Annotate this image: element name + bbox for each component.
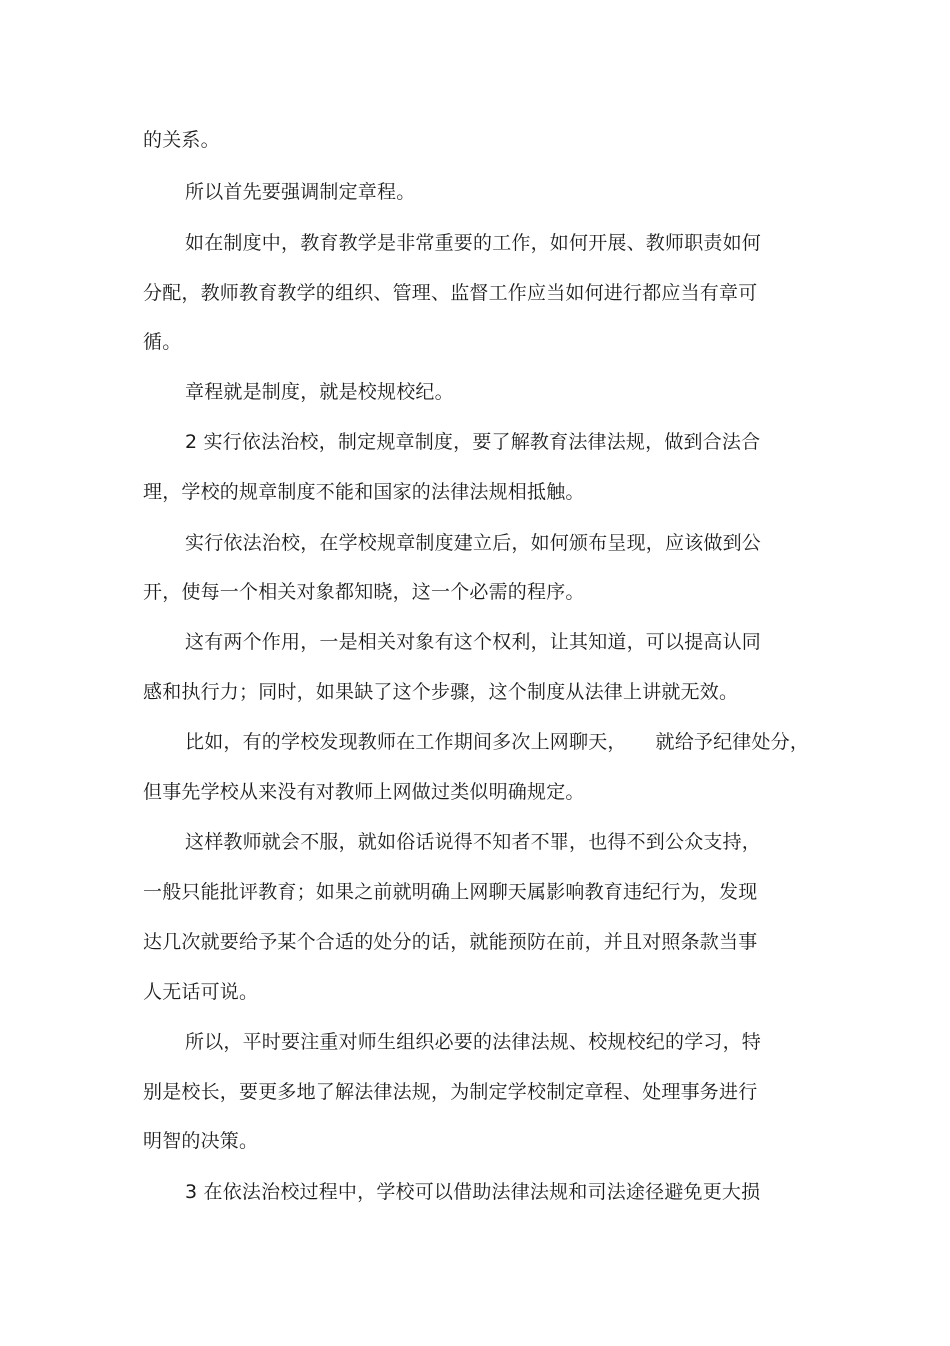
paragraph-line: 如在制度中，教育教学是非常重要的工作，如何开展、教师职责如何 <box>185 232 762 254</box>
text-line: 开，使每一个相关对象都知晓，这一个必需的程序。 <box>143 581 585 603</box>
text-line: 人无话可说。 <box>143 981 259 1003</box>
paragraph-line: 这样教师就会不服，就如俗话说得不知者不罪，也得不到公众支持， <box>185 831 762 853</box>
text-line: 达几次就要给予某个合适的处分的话，就能预防在前，并且对照条款当事 <box>143 931 758 953</box>
paragraph-line: 3 在依法治校过程中，学校可以借助法律法规和司法途径避免更大损 <box>185 1181 761 1203</box>
text-line: 一般只能批评教育；如果之前就明确上网聊天属影响教育违纪行为，发现 <box>143 881 758 903</box>
text-line: 理，学校的规章制度不能和国家的法律法规相抵触。 <box>143 481 585 503</box>
paragraph-line: 章程就是制度，就是校规校纪。 <box>185 381 454 403</box>
text-line: 循。 <box>143 331 182 353</box>
text-line: 别是校长，要更多地了解法律法规，为制定学校制定章程、处理事务进行 <box>143 1081 758 1103</box>
paragraph-line: 所以，平时要注重对师生组织必要的法律法规、校规校纪的学习，特 <box>185 1031 762 1053</box>
text-line: 但事先学校从来没有对教师上网做过类似明确规定。 <box>143 781 585 803</box>
paragraph-line: 2 实行依法治校，制定规章制度，要了解教育法律法规，做到合法合 <box>185 431 761 453</box>
paragraph-line: 这有两个作用，一是相关对象有这个权利，让其知道，可以提高认同 <box>185 631 762 653</box>
text-line: 明智的决策。 <box>143 1130 259 1152</box>
paragraph-line: 实行依法治校，在学校规章制度建立后，如何颁布呈现，应该做到公 <box>185 532 762 554</box>
paragraph-line: 比如，有的学校发现教师在工作期间多次上网聊天， 就给予纪律处分， <box>185 731 810 753</box>
text-line: 的关系。 <box>143 129 220 151</box>
paragraph-line: 所以首先要强调制定章程。 <box>185 181 416 203</box>
text-line: 感和执行力；同时，如果缺了这个步骤，这个制度从法律上讲就无效。 <box>143 681 739 703</box>
text-line: 分配，教师教育教学的组织、管理、监督工作应当如何进行都应当有章可 <box>143 282 758 304</box>
